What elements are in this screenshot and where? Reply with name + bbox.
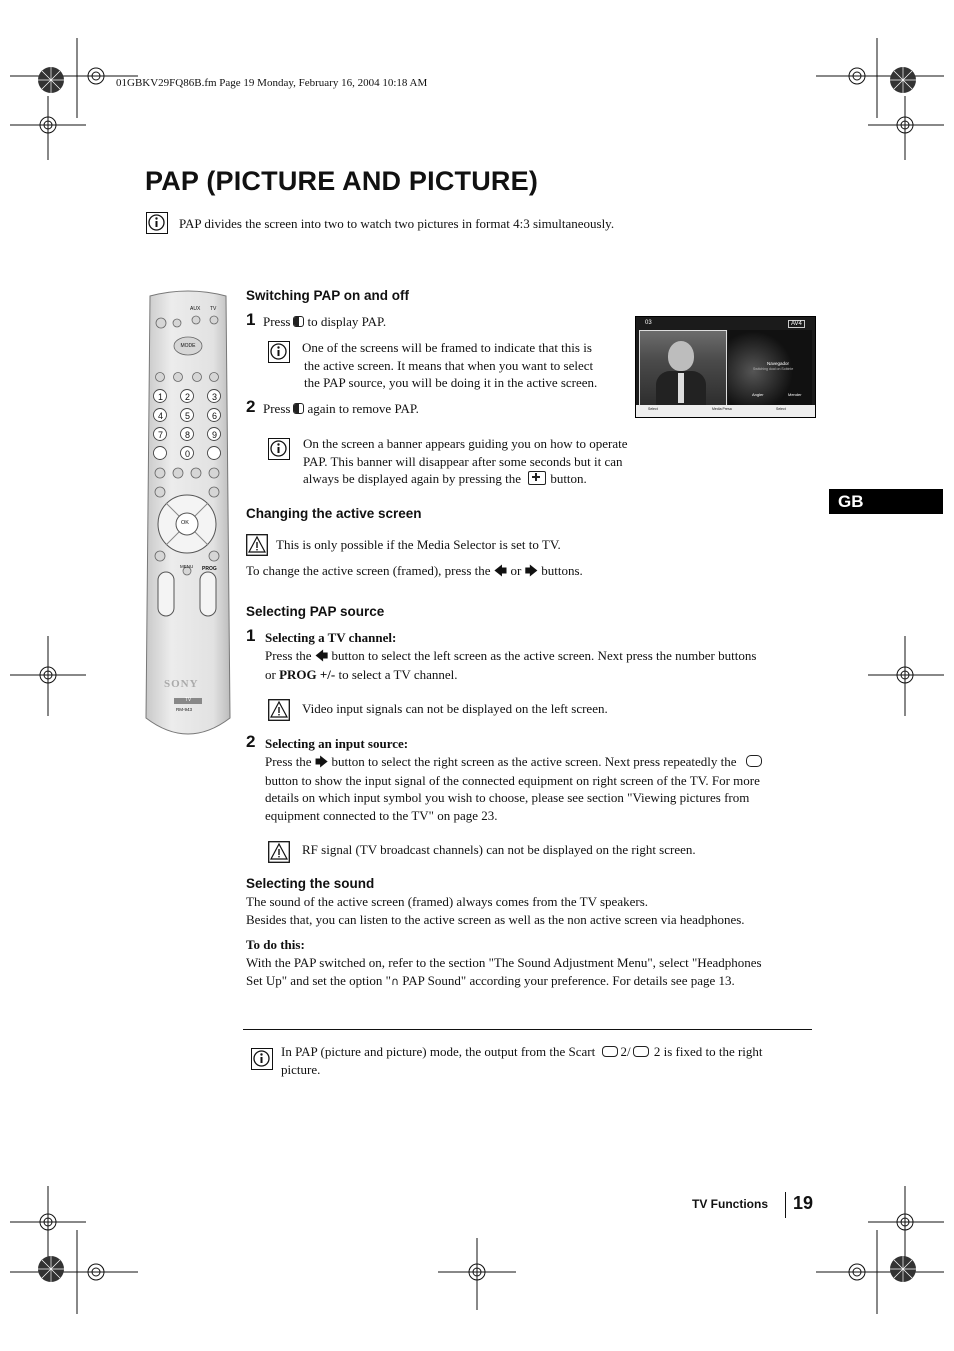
footer-select-1: Select xyxy=(648,407,658,411)
warning-icon xyxy=(246,534,268,561)
remote-ok-label: OK xyxy=(181,520,189,526)
warning-video-input: Video input signals can not be displayed on the left screen. xyxy=(302,701,608,716)
banner-option-2: Mender xyxy=(788,392,802,397)
heading-switching-pap: Switching PAP on and off xyxy=(246,288,409,303)
info-plus-button-icon xyxy=(528,471,546,485)
step-number: 2 xyxy=(246,732,256,751)
info-icon xyxy=(251,1048,273,1070)
banner-title: Navegador xyxy=(767,361,790,366)
footer-section-name: TV Functions xyxy=(692,1197,768,1211)
step1-text: Press to display PAP. xyxy=(263,314,387,329)
change-active-text: To change the active screen (framed), press the 🡄 or 🡆 buttons. xyxy=(246,563,583,579)
file-header-meta: 01GBKV29FQ86B.fm Page 19 Monday, February 16, 2004 10:18 AM xyxy=(116,77,428,89)
note-banner: On the screen a banner appears guiding you on how to operate PAP. This banner will disappear after some seconds but it can always be displayed again by pressing the button. xyxy=(303,436,628,486)
remote-tv-label: TV xyxy=(210,306,217,312)
scart-input-icon xyxy=(633,1046,649,1057)
info-icon xyxy=(268,438,290,460)
warning-icon xyxy=(268,841,290,868)
step-number: 2 xyxy=(246,397,256,416)
pap-button-icon xyxy=(293,403,304,414)
banner-option-1: Angler xyxy=(752,392,764,397)
page-title: PAP (PICTURE AND PICTURE) xyxy=(145,166,539,196)
input-select-icon xyxy=(746,755,762,767)
left-arrow-icon: 🡄 xyxy=(493,564,508,579)
banner-subtitle: Switching dual on Sobinte xyxy=(753,367,794,371)
heading-selecting-sound: Selecting the sound xyxy=(246,876,375,891)
step1-body: Press the 🡄 button to select the left screen as the active screen. Next press the number buttons or PROG +/- to select a TV channel. xyxy=(265,648,757,682)
sound-body: The sound of the active screen (framed) always comes from the TV speakers. Besides that, you can listen to the active screen as well as the non active screen via headphones. xyxy=(246,894,745,927)
remote-model: RM-943 xyxy=(176,707,193,712)
footer-select-2: Select xyxy=(776,407,786,411)
left-channel-label: 03 xyxy=(645,320,652,326)
remote-prog-label: PROG xyxy=(202,566,217,572)
step2-body: Press the 🡆 button to select the right screen as the active screen. Next press repeatedly the button to show the input signal of the connected equipment on right screen of the TV. For more details on which input symbol you wish to choose, please see section "Viewing pictures from equipment connected to the TV" on page 23. xyxy=(265,754,760,823)
intro-text: PAP divides the screen into two to watch two pictures in format 4:3 simultaneously. xyxy=(179,216,615,231)
remote-aux-label: AUX xyxy=(190,306,201,312)
remote-tv-badge: TV xyxy=(184,697,192,703)
right-arrow-icon: 🡆 xyxy=(314,755,329,770)
right-source-label: AV4 xyxy=(788,320,805,328)
language-tab: GB xyxy=(829,489,943,514)
warning-rf-signal: RF signal (TV broadcast channels) can not be displayed on the right screen. xyxy=(302,842,696,857)
info-icon xyxy=(268,341,290,363)
step-title-tv-channel: Selecting a TV channel: xyxy=(265,630,397,645)
footer-divider xyxy=(785,1192,786,1218)
remote-control-illustration: MODE AUX TV 1 2 3 4 5 6 7 8 9 0 OK MENU PROG SONY TV RM-943 xyxy=(144,288,232,744)
scart-output-icon xyxy=(602,1046,618,1057)
footer-media: Media Presa xyxy=(712,407,732,411)
step-number: 1 xyxy=(246,626,256,645)
left-screen-frame xyxy=(639,330,727,407)
remote-brand-logo: SONY xyxy=(164,678,199,690)
headphones-icon: ∩ xyxy=(390,974,399,988)
step-number: 1 xyxy=(246,310,256,329)
left-arrow-icon: 🡄 xyxy=(314,649,329,664)
heading-selecting-pap-source: Selecting PAP source xyxy=(246,604,385,619)
remote-mode-label: MODE xyxy=(180,343,196,349)
right-arrow-icon: 🡆 xyxy=(524,564,538,579)
step2-text: Press again to remove PAP. xyxy=(263,401,419,416)
warning-icon xyxy=(268,699,290,726)
info-icon xyxy=(146,212,168,234)
pap-button-icon xyxy=(293,316,304,327)
scart-note: In PAP (picture and picture) mode, the output from the Scart 2/ 2 is fixed to the right picture. xyxy=(281,1044,763,1077)
step-title-input-source: Selecting an input source: xyxy=(265,736,409,751)
heading-changing-active-screen: Changing the active screen xyxy=(246,506,422,521)
divider xyxy=(243,1029,812,1030)
pap-screen-image xyxy=(635,316,816,418)
remote-menu-label: MENU xyxy=(180,564,194,569)
warning-media-selector: This is only possible if the Media Selector is set to TV. xyxy=(276,537,561,552)
to-do-body: With the PAP switched on, refer to the section "The Sound Adjustment Menu", select "Headphones Set Up" and set the option "∩ PAP Sound" according your preference. For details see page 13. xyxy=(246,955,762,988)
page-number: 19 xyxy=(793,1193,814,1213)
to-do-label: To do this: xyxy=(246,937,305,952)
note-active-screen: One of the screens will be framed to indicate that this is the active screen. It means that when you want to select the PAP source, you will be doing it in the active screen. xyxy=(302,340,598,390)
